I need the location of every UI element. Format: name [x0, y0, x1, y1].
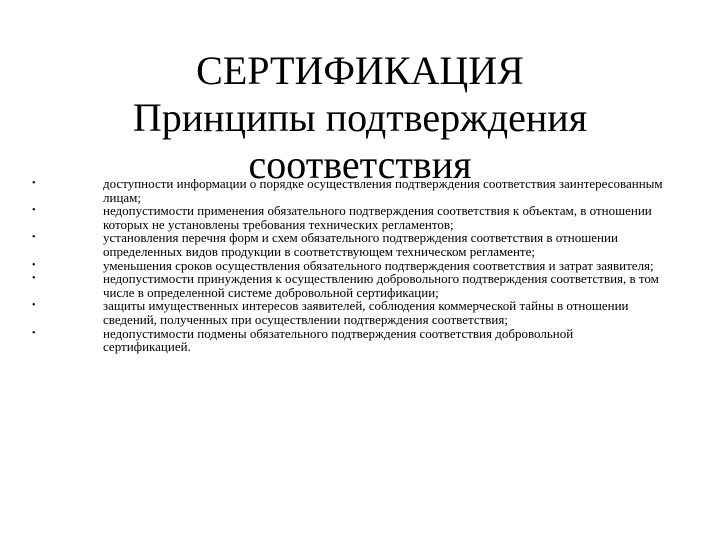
bullet-text: установления перечня форм и схем обязательного подтверждения соответствия в отношении определенных видов продукции в соответствующем техническом регламенте; — [103, 230, 618, 259]
bullet-text: защиты имущественных интересов заявителей, соблюдения коммерческой тайны в отношении сведений, полученных при осуществлении подтверждения соответствия; — [103, 298, 629, 327]
list-item — [0, 177, 663, 204]
bullet-dot-icon: • — [32, 327, 36, 339]
title-line-3: соответствия — [248, 141, 472, 187]
bullet-text: недопустимости принуждения к осуществлению добровольного подтверждения соответствия, в том числе в определенной системе добровольной сертификации; — [103, 271, 659, 300]
bullet-dot-icon: • — [32, 300, 36, 312]
list-item — [0, 299, 663, 326]
list-item — [0, 259, 663, 273]
title-line-1: СЕРТИФИКАЦИЯ — [196, 47, 524, 93]
bullet-text: доступности информации о порядке осуществления подтверждения соответствия заинтересованным лицам; — [103, 176, 663, 205]
list-item — [0, 327, 663, 354]
title-line-2: Принципы подтверждения — [132, 94, 588, 140]
bullet-dot-icon: • — [32, 178, 36, 189]
bullet-text: недопустимости применения обязательного подтверждения соответствия к объектам, в отношении которых не установлены требования технических регламентов; — [103, 203, 652, 232]
list-item — [0, 204, 663, 231]
list-item — [0, 272, 663, 299]
bullet-dot-icon: • — [32, 232, 36, 244]
list-item — [0, 231, 663, 258]
bullet-text: недопустимости подмены обязательного подтверждения соответствия добровольной сертификацией. — [103, 325, 574, 355]
bullet-text: уменьшения сроков осуществления обязательного подтверждения соответствия и затрат заявителя; — [103, 257, 654, 273]
bullet-dot-icon: • — [32, 259, 36, 271]
bullet-dot-icon: • — [32, 273, 36, 285]
principles-list — [0, 177, 720, 354]
bullet-dot-icon: • — [32, 205, 36, 217]
slide-title — [110, 47, 610, 188]
